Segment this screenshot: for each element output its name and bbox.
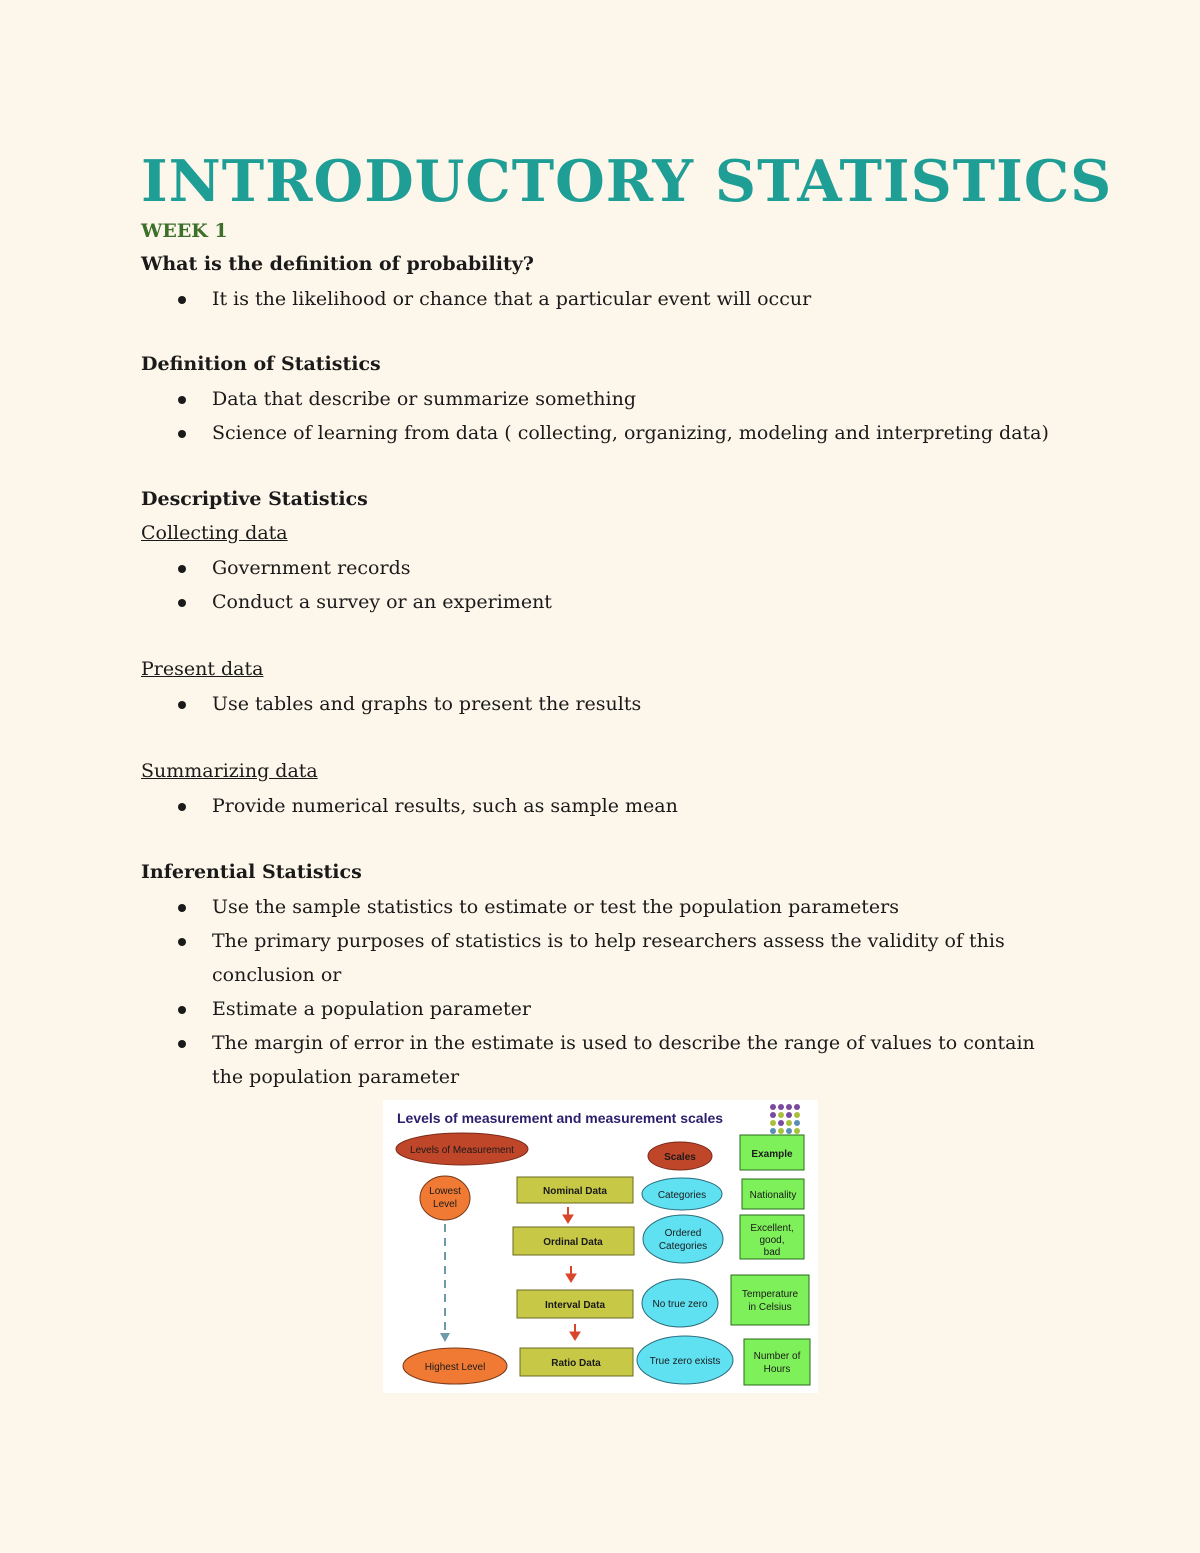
arrow-down-icon — [563, 1207, 573, 1223]
list-item: Data that describe or summarize something — [141, 382, 1071, 416]
levels-of-measurement-label: Levels of Measurement — [410, 1145, 514, 1156]
present-data-label: Present data — [141, 658, 264, 680]
inferential-list — [141, 890, 1071, 1094]
statistics-list — [141, 382, 1071, 450]
page-title: INTRODUCTORY STATISTICS — [141, 148, 1113, 215]
list-item: Provide numerical results, such as sample mean — [141, 789, 1071, 823]
nationality-label: Nationality — [749, 1190, 797, 1201]
excellent-label: Excellent, — [750, 1223, 794, 1234]
lowest-level-label-2: Level — [433, 1199, 457, 1210]
temperature-label-1: Temperature — [741, 1289, 799, 1300]
ordered-categories-label-2: Categories — [658, 1241, 708, 1252]
number-of-hours-box — [744, 1339, 810, 1385]
nominal-data-label: Nominal Data — [543, 1186, 607, 1197]
inferential-heading: Inferential Statistics — [141, 861, 362, 883]
example-header-label: Example — [751, 1149, 793, 1160]
scales-label: Scales — [664, 1152, 696, 1163]
lowest-level-ellipse — [420, 1176, 470, 1220]
arrow-down-icon — [566, 1266, 576, 1282]
collecting-data-label: Collecting data — [141, 522, 288, 544]
list-item: The margin of error in the estimate is used to describe the range of values to contain the population parameter — [141, 1026, 1071, 1094]
week-label: WEEK 1 — [141, 220, 228, 242]
collecting-data-list — [141, 551, 1071, 619]
probability-heading: What is the definition of probability? — [141, 253, 534, 275]
present-data-list — [141, 687, 1071, 721]
temperature-label-2: in Celsius — [748, 1302, 792, 1313]
list-item: Conduct a survey or an experiment — [141, 585, 1071, 619]
number-of-hours-label-1: Number of — [753, 1351, 801, 1362]
interval-data-label: Interval Data — [544, 1300, 606, 1311]
list-item: Science of learning from data ( collecting, organizing, modeling and interpreting data) — [141, 416, 1071, 450]
true-zero-exists-label: True zero exists — [649, 1356, 721, 1367]
ordinal-data-label: Ordinal Data — [543, 1237, 603, 1248]
good-label: good, — [759, 1235, 785, 1246]
list-item: It is the likelihood or chance that a particular event will occur — [141, 282, 1071, 316]
list-item: Estimate a population parameter — [141, 992, 1071, 1026]
probability-list — [141, 282, 1071, 316]
figure-title: Levels of measurement and measurement scales — [397, 1110, 724, 1126]
arrow-down-icon — [440, 1333, 450, 1342]
ratio-data-label: Ratio Data — [551, 1358, 601, 1369]
statistics-heading: Definition of Statistics — [141, 353, 381, 375]
ordered-categories-ellipse — [643, 1215, 723, 1263]
descriptive-heading: Descriptive Statistics — [141, 488, 368, 510]
bad-label: bad — [763, 1247, 781, 1258]
list-item: Use the sample statistics to estimate or test the population parameters — [141, 890, 1071, 924]
measurement-levels-figure — [383, 1100, 818, 1393]
lowest-level-label-1: Lowest — [429, 1186, 461, 1197]
summarizing-data-list — [141, 789, 1071, 823]
list-item: Use tables and graphs to present the results — [141, 687, 1071, 721]
number-of-hours-label-2: Hours — [763, 1364, 791, 1375]
temperature-box — [731, 1275, 809, 1325]
arrow-down-icon — [570, 1324, 580, 1340]
highest-level-label: Highest Level — [424, 1362, 486, 1373]
list-item: The primary purposes of statistics is to help researchers assess the validity of this conclusion or — [141, 924, 1071, 992]
no-true-zero-label: No true zero — [652, 1299, 708, 1310]
categories-label: Categories — [657, 1190, 707, 1201]
summarizing-data-label: Summarizing data — [141, 760, 318, 782]
decorative-dots-icon — [770, 1104, 800, 1134]
ordered-categories-label-1: Ordered — [664, 1228, 702, 1239]
list-item: Government records — [141, 551, 1071, 585]
